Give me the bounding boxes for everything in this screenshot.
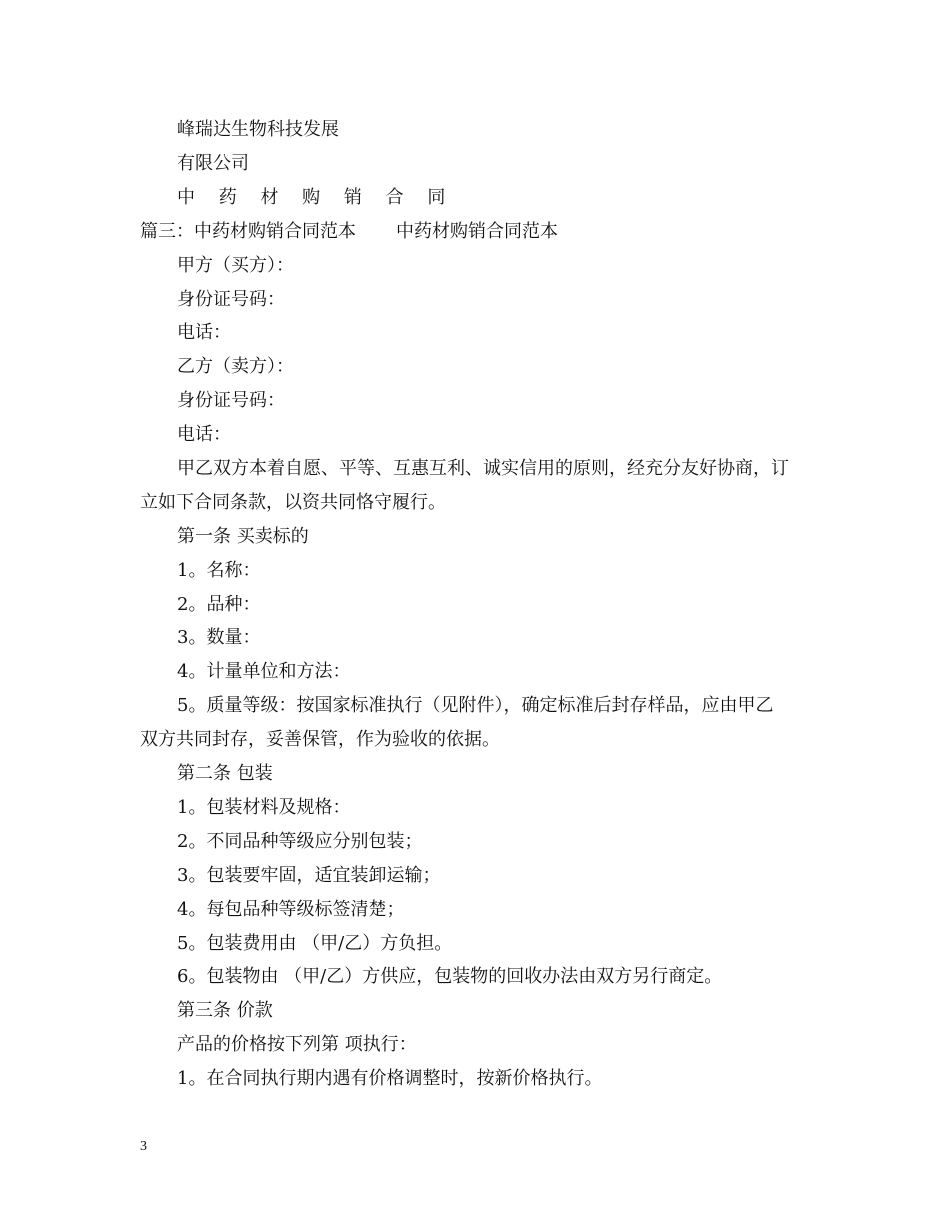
article-2-item-1: 1。包装材料及规格： xyxy=(177,797,351,818)
section-heading-left: 篇三：中药材购销合同范本 xyxy=(140,221,356,242)
article-3-item-1: 1。在合同执行期内遇有价格调整时，按新价格执行。 xyxy=(177,1068,603,1089)
party-b-label: 乙方（卖方）： xyxy=(177,356,294,377)
party-b-phone-label: 电话： xyxy=(177,424,231,445)
preamble-line1: 甲乙双方本着自愿、平等、互惠互利、诚实信用的原则，经充分友好协商，订 xyxy=(177,458,789,479)
article-2-item-6: 6。包装物由 （甲/乙）方供应，包装物的回收办法由双方另行商定。 xyxy=(177,966,723,987)
article-1-item-4: 4。计量单位和方法： xyxy=(177,661,351,682)
company-name-line2: 有限公司 xyxy=(177,153,249,174)
party-b-id-label: 身份证号码： xyxy=(177,390,285,411)
party-a-phone-label: 电话： xyxy=(177,322,231,343)
article-1-item-2: 2。品种： xyxy=(177,594,261,615)
article-2-heading: 第二条 包装 xyxy=(177,763,273,784)
article-2-item-2: 2。不同品种等级应分别包装； xyxy=(177,831,423,852)
article-2-item-4: 4。每包品种等级标签清楚； xyxy=(177,899,405,920)
section-heading-right: 中药材购销合同范本 xyxy=(396,221,558,242)
article-1-item-5-line1: 5。质量等级：按国家标准执行（见附件），确定标准后封存样品，应由甲乙 xyxy=(177,695,774,716)
article-3-heading: 第三条 价款 xyxy=(177,1000,273,1021)
article-2-item-5: 5。包装费用由 （甲/乙）方负担。 xyxy=(177,933,453,954)
article-1-item-1: 1。名称： xyxy=(177,560,261,581)
article-1-item-3: 3。数量： xyxy=(177,627,261,648)
article-1-item-5-line2: 双方共同封存，妥善保管，作为验收的依据。 xyxy=(140,729,500,750)
party-a-id-label: 身份证号码： xyxy=(177,289,285,310)
article-1-heading: 第一条 买卖标的 xyxy=(177,526,309,547)
contract-title-spaced: 中 药 材 购 销 合 同 xyxy=(177,187,455,208)
party-a-label: 甲方（买方）： xyxy=(177,255,294,276)
page-number: 3 xyxy=(140,1139,147,1154)
article-3-intro: 产品的价格按下列第 项执行： xyxy=(177,1034,417,1055)
preamble-line2: 立如下合同条款，以资共同恪守履行。 xyxy=(140,492,446,513)
company-name-line1: 峰瑞达生物科技发展 xyxy=(177,119,339,140)
article-2-item-3: 3。包装要牢固，适宜装卸运输； xyxy=(177,865,441,886)
section-heading xyxy=(140,220,558,244)
